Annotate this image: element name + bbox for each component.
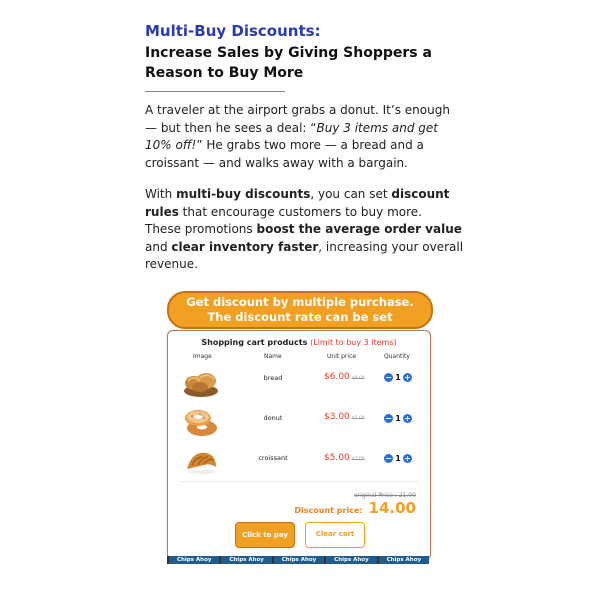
product-ticker bbox=[167, 556, 429, 564]
clear-cart-button[interactable]: Clear cart bbox=[305, 522, 365, 548]
quote-text: Buy 3 items and get 10% off! bbox=[145, 120, 438, 152]
article-body bbox=[145, 102, 465, 288]
quantity-value: 1 bbox=[395, 373, 401, 382]
quantity-value: 1 bbox=[395, 414, 401, 423]
donut-icon bbox=[182, 406, 220, 438]
banner-line-2: The discount rate can be set bbox=[207, 310, 393, 324]
heading-divider bbox=[145, 91, 285, 92]
cart-row bbox=[168, 364, 430, 402]
product-name: bread bbox=[263, 374, 283, 382]
original-price: original Price : 21.00 bbox=[354, 492, 416, 499]
quantity-value: 1 bbox=[395, 454, 401, 463]
column-header-name: Name bbox=[264, 353, 282, 360]
plus-icon[interactable]: + bbox=[404, 373, 411, 382]
pay-button[interactable]: Click to pay bbox=[235, 522, 295, 548]
cart-row bbox=[168, 445, 430, 483]
ticker-item: Chips Ahoy bbox=[219, 556, 271, 564]
old-price: $5.00 bbox=[351, 416, 365, 421]
ticker-item: Chips Ahoy bbox=[167, 556, 219, 564]
bread-icon bbox=[182, 367, 220, 399]
page-heading bbox=[145, 20, 475, 92]
unit-price: $5.00 $7.00 bbox=[324, 453, 365, 463]
paragraph-promotions: These promotions boost the average order value and clear inventory faster, increasing your overall revenue. bbox=[145, 222, 464, 271]
old-price: $8.00 bbox=[351, 376, 365, 381]
paragraph-story: A traveler at the airport grabs a donut. It’s enough — but then he sees a deal: “Buy 3 items and get 10% off!” He grabs two more — a bread and a croissant — and walks away with a bargain. bbox=[145, 103, 450, 170]
minus-icon[interactable]: − bbox=[385, 373, 392, 382]
product-name: croissant bbox=[258, 454, 288, 462]
column-header-quantity: Quantity bbox=[384, 353, 410, 360]
cart-divider bbox=[178, 481, 420, 482]
quantity-stepper[interactable] bbox=[384, 454, 412, 463]
ticker-item: Chips Ahoy bbox=[272, 556, 324, 564]
ticker-item: Chips Ahoy bbox=[377, 556, 429, 564]
discount-summary bbox=[294, 499, 416, 517]
plus-icon[interactable]: + bbox=[404, 414, 411, 423]
discount-label: Discount price: bbox=[294, 506, 363, 515]
shopping-cart-panel bbox=[167, 330, 431, 560]
promo-banner bbox=[167, 291, 433, 329]
column-header-unit-price: Unit price bbox=[327, 353, 357, 360]
product-name: donut bbox=[263, 414, 283, 422]
minus-icon[interactable]: − bbox=[385, 414, 392, 423]
minus-icon[interactable]: − bbox=[385, 454, 392, 463]
cart-title: Shopping cart products (Limit to buy 3 items) bbox=[201, 338, 397, 347]
plus-icon[interactable]: + bbox=[404, 454, 411, 463]
unit-price: $6.00 $8.00 bbox=[324, 372, 365, 382]
quantity-stepper[interactable] bbox=[384, 414, 412, 423]
banner-line-1: Get discount by multiple purchase. bbox=[186, 295, 414, 309]
paragraph-benefits: With multi-buy discounts, you can set discount rules that encourage customers to buy more. bbox=[145, 187, 450, 219]
old-price: $7.00 bbox=[351, 457, 365, 462]
cart-limit-note: (Limit to buy 3 items) bbox=[310, 338, 397, 347]
croissant-icon bbox=[182, 445, 220, 477]
cart-row bbox=[168, 404, 430, 442]
unit-price: $3.00 $5.00 bbox=[324, 412, 365, 422]
quantity-stepper[interactable] bbox=[384, 373, 412, 382]
discount-value: 14.00 bbox=[368, 499, 416, 517]
heading-title: Multi-Buy Discounts: bbox=[145, 22, 321, 40]
ticker-item: Chips Ahoy bbox=[324, 556, 376, 564]
column-header-image: Image bbox=[193, 353, 212, 360]
heading-subtitle: Increase Sales by Giving Shoppers a Reason to Buy More bbox=[145, 45, 432, 81]
